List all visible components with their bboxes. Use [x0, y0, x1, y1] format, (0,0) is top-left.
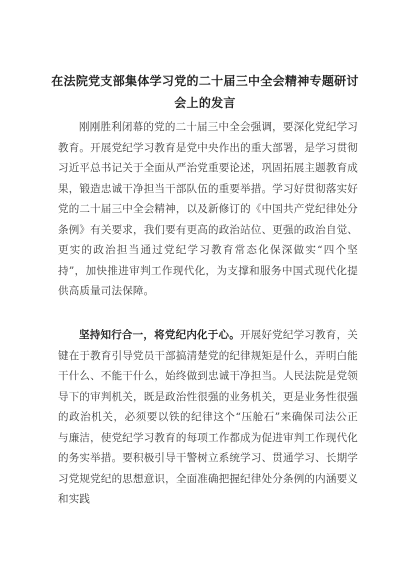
paragraph-2-lead: 坚持知行合一，将党纪内化于心。	[79, 329, 240, 341]
paragraph-1: 刚刚胜利闭幕的党的二十届三中全会强调，要深化党纪学习教育。开展党纪学习教育是党中央作出的重大部署，是学习贯彻习近平总书记关于全面从严治党重要论述，巩固拓展主题教育成果，锻造忠诚干净担当干部队伍的重要举措。学习好贯彻落实好党的二十届三中全会精神，以及新修订的《中国共产党纪律处分条例》有关要求，我们要有更高的政治站位、更强的政治自觉、更实的政治担当通过党纪学习教育常态化保深做实“四个坚持”，加快推进审判工作现代化，为支撑和服务中国式现代化提供高质量司法保障。	[58, 121, 358, 297]
paragraph-2	[58, 325, 358, 510]
paragraph-1-container	[58, 117, 358, 302]
paragraph-2-body: 开展好党纪学习教育，关键在于教育引导党员干部搞清楚党的纪律规矩是什么，弄明白能干什么、不能干什么，始终做到忠诚干净担当。人民法院是党领导下的审判机关，既是政治性很强的业务机关，更是业务性很强的政治机关，必须要以铁的纪律这个“压舱石”来确保司法公正与廉洁，使党纪学习教育的每项工作都成为促进审判工作现代化的务实举措。要积极引导干警树立系统学习、贯通学习、长期学习党规党纪的思想意识，全面准确把握纪律处分条例的内涵要义和实践	[58, 329, 359, 505]
document-title-line-1: 在法院党支部集体学习党的二十届三中全会精神专题研讨	[51, 74, 359, 88]
document-title-line-2: 会上的发言	[174, 96, 236, 110]
paragraph-2-container	[58, 325, 358, 510]
